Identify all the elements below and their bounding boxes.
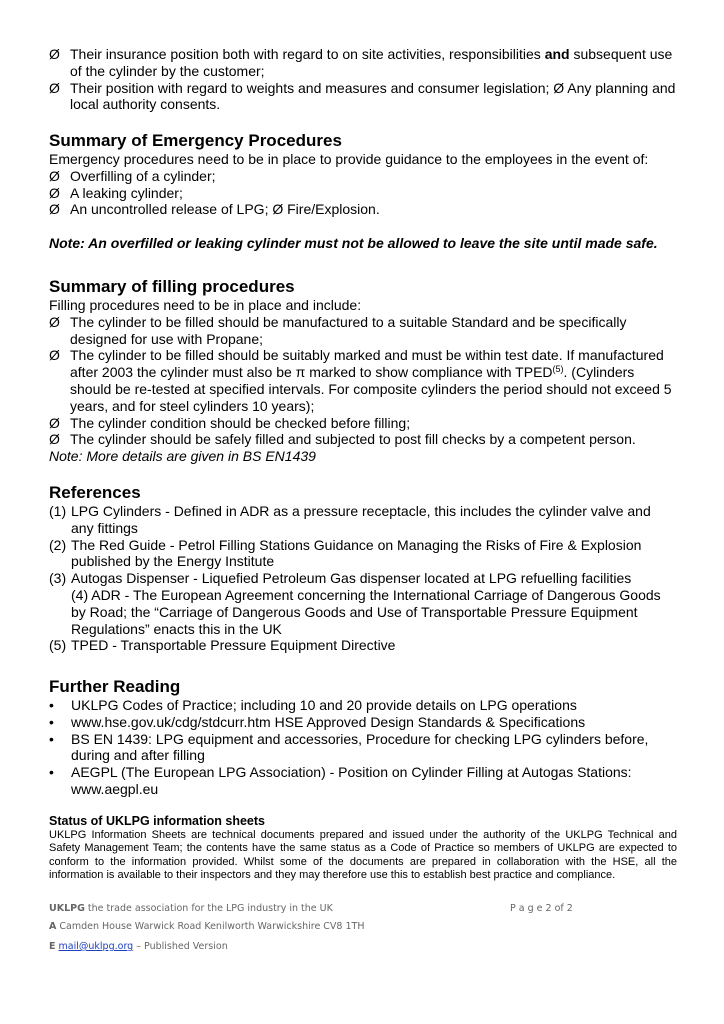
bullet-marker: Ø <box>49 431 60 448</box>
footer-address: Camden House Warwick Road Kenilworth Warwickshire CV8 1TH <box>59 921 365 932</box>
reference-item <box>49 503 677 537</box>
filling-section <box>49 277 677 465</box>
footer-address-label: A <box>49 921 57 932</box>
list-item-text: The cylinder to be filled should be manufactured to a suitable Standard and be specifically designed for use with Propane; <box>70 313 627 347</box>
reference-item <box>49 637 677 654</box>
emergency-section <box>49 131 677 218</box>
bullet-marker: Ø <box>49 313 60 330</box>
dot-bullet: • <box>49 730 54 747</box>
bullet-marker: Ø <box>49 347 60 364</box>
list-item-text: AEGPL (The European LPG Association) - Position on Cylinder Filling at Autogas Stations: www.aegpl.eu <box>71 764 632 797</box>
list-item-text: . (Cylinders should be re-tested at specified intervals. For composite cylinders the period should not exceed 5 years, and for steel cylinders 10 years); <box>70 364 672 414</box>
list-item-text: The cylinder condition should be checked before filling; <box>70 414 411 431</box>
further-reading-section <box>49 677 677 798</box>
reference-item: (4) ADR - The European Agreement concerning the International Carriage of Dangerous Goods by Road; the “Carriage of Dangerous Goods and Use of Transportable Pressure Equipment Regulations” enacts this in the UK <box>71 586 661 637</box>
reference-number: (5) <box>49 637 67 654</box>
list-item <box>49 168 677 185</box>
status-section <box>49 815 677 883</box>
list-item <box>49 314 677 348</box>
section-intro: Emergency procedures need to be in place to provide guidance to the employees in the event of: <box>49 151 649 167</box>
bullet-marker: Ø <box>49 414 60 431</box>
footer-tagline: the trade association for the LPG industry in the UK <box>87 903 333 914</box>
list-item <box>49 185 677 202</box>
footer-email-label: E <box>49 941 56 952</box>
list-item-bold: and <box>544 46 570 62</box>
dot-bullet: • <box>49 697 54 713</box>
section-heading: Summary of Emergency Procedures <box>49 131 342 150</box>
list-item-text: The cylinder to be filled should be suitably marked and must be within test date. If manufactured after 2003 the cylinder must also be π marked to show compliance with TPED <box>70 347 664 381</box>
footer-line-1 <box>49 903 333 914</box>
list-item-text: An uncontrolled release of LPG; Ø Fire/Explosion. <box>70 201 380 218</box>
intro-section <box>49 46 677 113</box>
list-item-text: A leaking cylinder; <box>70 184 183 201</box>
list-item <box>49 697 677 714</box>
footnote-ref: (5) <box>552 364 564 375</box>
list-item-text: BS EN 1439: LPG equipment and accessories, Procedure for checking LPG cylinders before, during and after filling <box>71 730 649 764</box>
list-item <box>49 431 677 448</box>
reference-text: The Red Guide - Petrol Filling Stations Guidance on Managing the Risks of Fire & Explosion published by the Energy Institute <box>71 536 642 570</box>
list-item-text: The cylinder should be safely filled and subjected to post fill checks by a competent person. <box>70 431 636 448</box>
bullet-marker: Ø <box>49 167 60 184</box>
list-item <box>49 714 677 731</box>
page-number: P a g e 2 of 2 <box>510 903 573 914</box>
status-text: UKLPG Information Sheets are technical documents prepared and issued under the authority of the UKLPG Technical and Safety Management Team; the contents have the same status as a Code of Practice so members of UKLPG are expected to conform to the information provided. Whilst some of the documents are prepared in collaboration with the HSE, all the information is available to their inspectors and they may therefore use this to establish best practice and compliance. <box>49 828 677 882</box>
bullet-marker: Ø <box>49 201 60 218</box>
dot-bullet: • <box>49 713 54 730</box>
list-item-text: Their insurance position both with regard to on site activities, responsibilities <box>70 46 545 62</box>
email-link[interactable]: mail@uklpg.org <box>58 941 134 952</box>
reference-text: Autogas Dispenser - Liquefied Petroleum Gas dispenser located at LPG refuelling facilities <box>71 570 632 587</box>
reference-number: (1) <box>49 503 67 519</box>
footer-org: UKLPG <box>49 903 85 914</box>
list-item <box>49 80 677 114</box>
status-title: Status of UKLPG information sheets <box>49 814 265 828</box>
references-section <box>49 483 677 654</box>
list-item <box>49 201 677 218</box>
reference-text: TPED - Transportable Pressure Equipment Directive <box>71 637 396 654</box>
list-item-text: subsequent use of the cylinder by the customer; <box>70 46 673 79</box>
section-heading: Summary of filling procedures <box>49 277 295 296</box>
list-item <box>49 731 677 765</box>
reference-item <box>49 537 677 571</box>
reference-number: (3) <box>49 570 67 587</box>
filling-note: Note: More details are given in BS EN1439 <box>49 448 316 465</box>
footer-version: – Published Version <box>136 941 228 952</box>
reference-item <box>49 570 677 587</box>
list-item-text: Their position with regard to weights and measures and consumer legislation; Ø Any planning and local authority consents. <box>70 79 676 113</box>
list-item-text: www.hse.gov.uk/cdg/stdcurr.htm HSE Approved Design Standards & Specifications <box>71 713 586 730</box>
section-heading: Further Reading <box>49 677 181 696</box>
list-item-text: UKLPG Codes of Practice; including 10 and 20 provide details on LPG operations <box>71 697 577 713</box>
list-item <box>49 415 677 432</box>
list-item <box>49 347 677 414</box>
emergency-note: Note: An overfilled or leaking cylinder must not be allowed to leave the site until made safe. <box>49 235 658 251</box>
bullet-marker: Ø <box>49 46 60 62</box>
footer-line-3 <box>49 941 228 952</box>
section-intro: Filling procedures need to be in place and include: <box>49 297 362 313</box>
bullet-marker: Ø <box>49 79 60 96</box>
reference-text: LPG Cylinders - Defined in ADR as a pressure receptacle, this includes the cylinder valve and any fittings <box>71 503 651 536</box>
bullet-marker: Ø <box>49 184 60 201</box>
reference-number: (2) <box>49 536 67 553</box>
list-item <box>49 46 677 80</box>
section-heading: References <box>49 483 141 502</box>
dot-bullet: • <box>49 764 54 781</box>
list-item <box>49 764 677 798</box>
list-item-text: Overfilling of a cylinder; <box>70 167 216 184</box>
footer-line-2 <box>49 921 365 932</box>
